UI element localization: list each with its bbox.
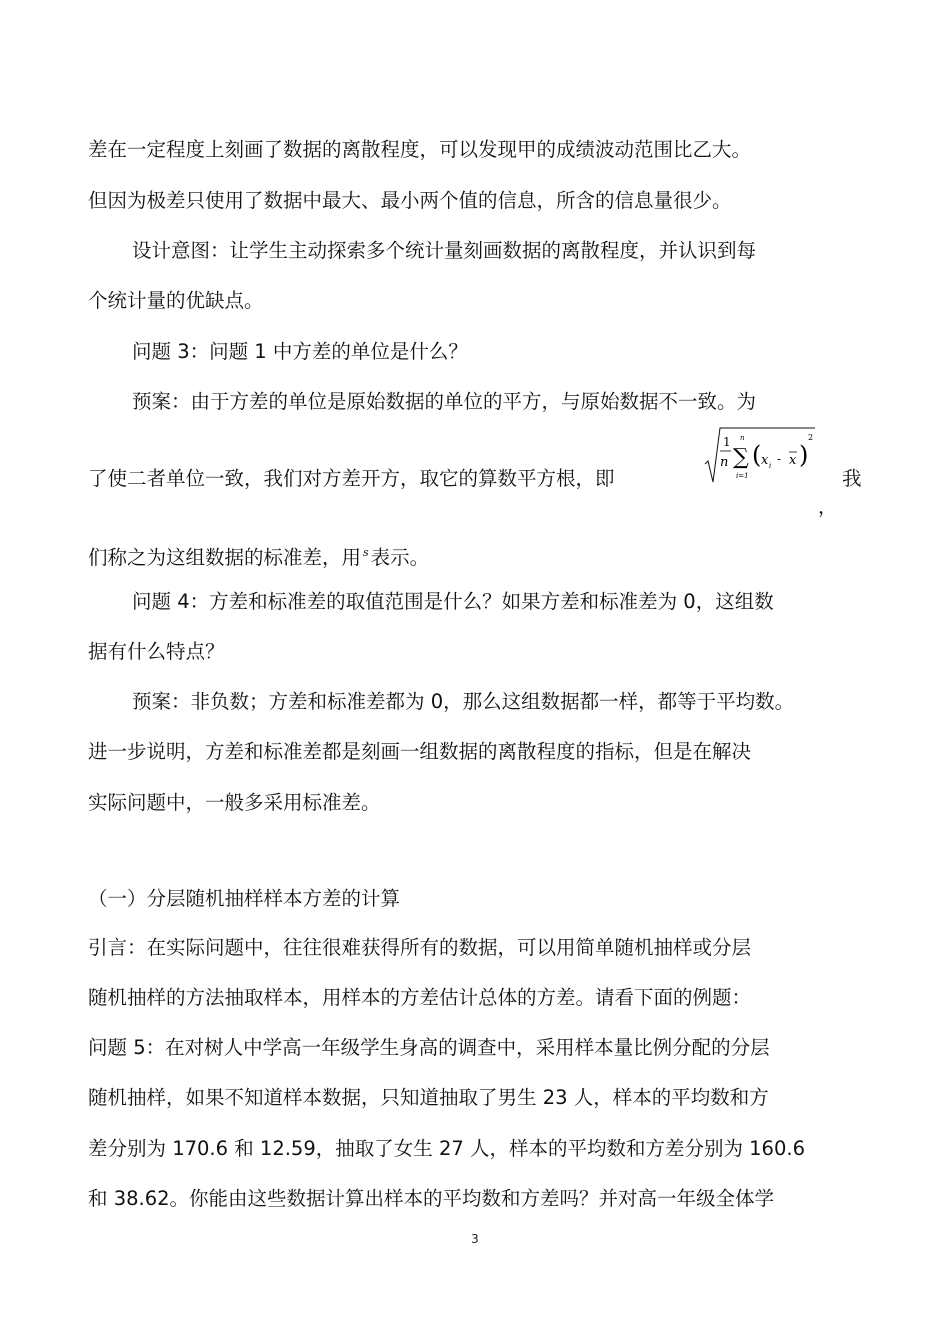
formula-sigma: ∑ (733, 445, 749, 470)
text-line-17: 问题 5：在对树人中学高一年级学生身高的调查中，采用样本量比例分配的分层 (88, 1036, 770, 1059)
text-line-19: 差分别为 170.6 和 12.59，抽取了女生 27 人，样本的平均数和方差分别为 160.6 (88, 1137, 805, 1160)
formula-upper: n (740, 434, 745, 442)
text-line-1: 差在一定程度上刻画了数据的离散程度，可以发现甲的成绩波动范围比乙大。 (88, 138, 752, 161)
std-dev-formula (703, 424, 818, 486)
text-line-7-part-a: 了使二者单位一致，我们对方差开方，取它的算数平方根，即 (88, 467, 615, 490)
formula-comma: ， (818, 496, 838, 518)
symbol-s: s (363, 546, 369, 559)
formula-sub-i: i (769, 462, 772, 470)
formula-power: 2 (808, 433, 814, 442)
formula-n: n (720, 455, 729, 470)
text-line-9: 问题 4：方差和标准差的取值范围是什么？如果方差和标准差为 0，这组数 (132, 590, 774, 613)
formula-lower: i=1 (736, 472, 749, 480)
text-line-13: 实际问题中，一般多采用标准差。 (88, 791, 381, 814)
text-line-7 (88, 466, 615, 492)
text-line-8-part-a: 们称之为这组数据的标准差，用 (88, 546, 362, 569)
formula-minus: - (777, 452, 782, 466)
section-heading: （一）分层随机抽样样本方差的计算 (88, 887, 401, 910)
text-line-20: 和 38.62。你能由这些数据计算出样本的平均数和方差吗？并对高一年级全体学 (88, 1187, 775, 1210)
text-line-7-part-b: 我 (842, 467, 862, 490)
text-line-12: 进一步说明，方差和标准差都是刻画一组数据的离散程度的指标，但是在解决 (88, 740, 752, 763)
svg-text:): ) (799, 441, 809, 469)
formula-xi: x (761, 453, 769, 468)
text-line-8 (88, 540, 429, 571)
text-line-8-part-b: 表示。 (370, 546, 430, 569)
svg-text:(: ( (752, 441, 762, 469)
text-line-10: 据有什么特点？ (88, 640, 225, 663)
text-line-11: 预案：非负数；方差和标准差都为 0，那么这组数据都一样，都等于平均数。 (132, 690, 795, 713)
text-line-18: 随机抽样，如果不知道样本数据，只知道抽取了男生 23 人，样本的平均数和方 (88, 1086, 769, 1109)
formula-one: 1 (723, 435, 731, 449)
page-number: 3 (471, 1232, 479, 1246)
text-line-3: 设计意图：让学生主动探索多个统计量刻画数据的离散程度，并认识到每 (132, 239, 757, 262)
text-line-4: 个统计量的优缺点。 (88, 289, 264, 312)
text-line-6: 预案：由于方差的单位是原始数据的单位的平方，与原始数据不一致。为 (132, 390, 757, 413)
text-line-15: 引言：在实际问题中，往往很难获得所有的数据，可以用简单随机抽样或分层 (88, 936, 752, 959)
text-line-16: 随机抽样的方法抽取样本，用样本的方差估计总体的方差。请看下面的例题： (88, 986, 752, 1009)
formula-xbar: x (789, 453, 797, 468)
text-line-5: 问题 3：问题 1 中方差的单位是什么？ (132, 340, 468, 363)
text-line-2: 但因为极差只使用了数据中最大、最小两个值的信息，所含的信息量很少。 (88, 189, 732, 212)
